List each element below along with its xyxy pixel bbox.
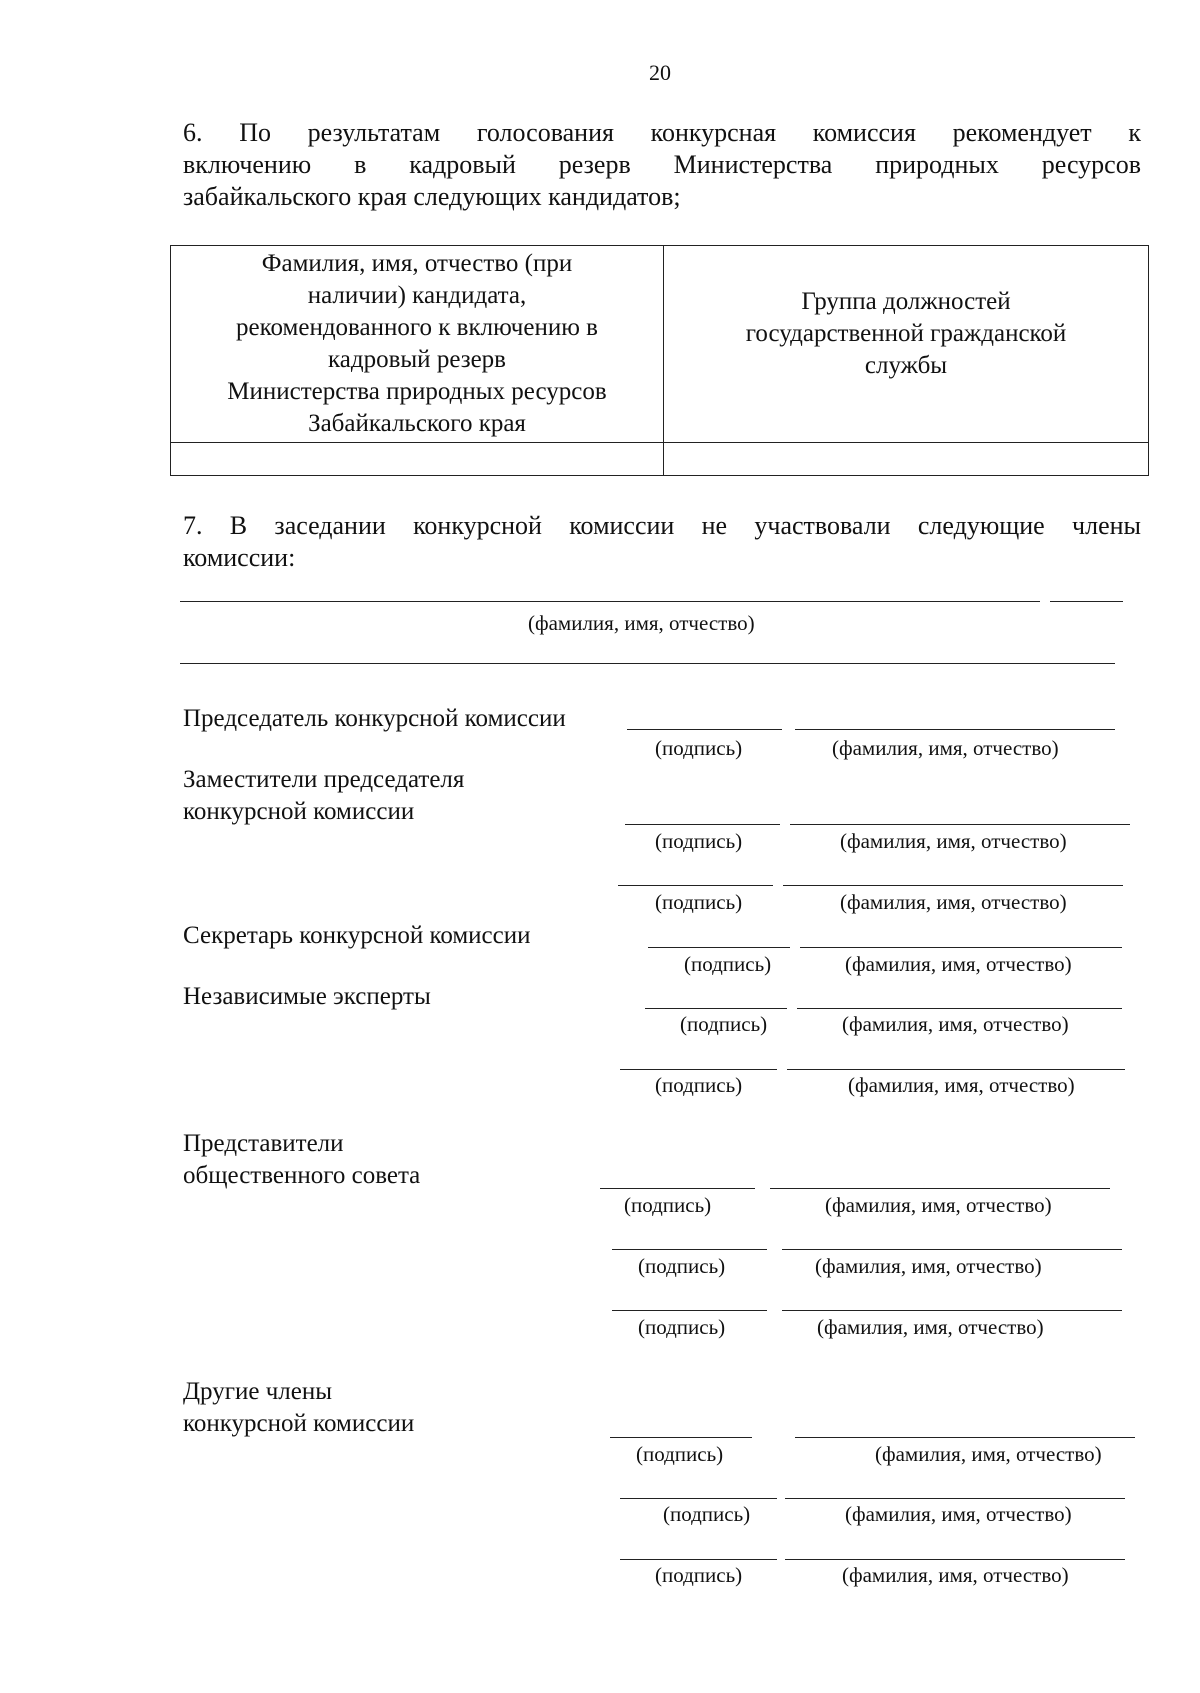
signature-line[interactable] <box>645 1008 787 1009</box>
signature-line[interactable] <box>618 885 773 886</box>
role-others-line-2: конкурсной комиссии <box>183 1410 415 1437</box>
signature-line[interactable] <box>620 1498 777 1499</box>
name-line[interactable] <box>785 1559 1125 1560</box>
signature-caption: (подпись) <box>655 1563 743 1587</box>
name-line[interactable] <box>795 729 1115 730</box>
section7-line-2: комиссии: <box>183 543 296 572</box>
table-header-row <box>171 246 1149 443</box>
role-experts: Независимые эксперты <box>183 983 431 1010</box>
signature-line[interactable] <box>620 1069 777 1070</box>
signature-caption: (подпись) <box>655 890 743 914</box>
name-line[interactable] <box>787 1069 1125 1070</box>
signature-caption: (подпись) <box>655 736 743 760</box>
name-caption: (фамилия, имя, отчество) <box>842 1563 1069 1587</box>
signature-caption: (подпись) <box>663 1502 751 1526</box>
signature-line[interactable] <box>610 1437 752 1438</box>
signature-caption: (подпись) <box>636 1442 724 1466</box>
name-caption: (фамилия, имя, отчество) <box>840 890 1067 914</box>
signature-line[interactable] <box>600 1188 755 1189</box>
absent-member-line[interactable] <box>1050 601 1123 602</box>
signature-caption: (подпись) <box>638 1254 726 1278</box>
section7-line-1: 7. В заседании конкурсной комиссии не участвовали следующие члены <box>183 511 1141 540</box>
signature-line[interactable] <box>620 1559 777 1560</box>
absent-member-line[interactable] <box>180 601 1040 602</box>
absent-member-caption: (фамилия, имя, отчество) <box>528 611 755 635</box>
name-line[interactable] <box>795 1437 1135 1438</box>
name-line[interactable] <box>785 1498 1125 1499</box>
signature-line[interactable] <box>612 1249 767 1250</box>
name-line[interactable] <box>790 824 1130 825</box>
name-caption: (фамилия, имя, отчество) <box>848 1073 1075 1097</box>
name-line[interactable] <box>797 1008 1122 1009</box>
signature-caption: (подпись) <box>638 1315 726 1339</box>
table-header-position-group: Группа должностей государственной гражданской службы <box>664 246 1149 443</box>
name-caption: (фамилия, имя, отчество) <box>845 952 1072 976</box>
section6-line-1: 6. По результатам голосования конкурсная комиссия рекомендует к <box>183 118 1141 147</box>
signature-line[interactable] <box>625 824 780 825</box>
role-deputy-line-2: конкурсной комиссии <box>183 798 415 825</box>
role-deputy-line-1: Заместители председателя <box>183 766 465 793</box>
name-caption: (фамилия, имя, отчество) <box>840 829 1067 853</box>
page-number: 20 <box>649 60 671 85</box>
table-cell-empty[interactable] <box>171 443 664 476</box>
name-caption: (фамилия, имя, отчество) <box>845 1502 1072 1526</box>
name-line[interactable] <box>783 885 1123 886</box>
absent-member-line[interactable] <box>180 663 1115 664</box>
signature-line[interactable] <box>648 947 790 948</box>
name-line[interactable] <box>770 1188 1110 1189</box>
candidates-table <box>170 245 1149 476</box>
name-caption: (фамилия, имя, отчество) <box>842 1012 1069 1036</box>
signature-caption: (подпись) <box>680 1012 768 1036</box>
name-caption: (фамилия, имя, отчество) <box>875 1442 1102 1466</box>
signature-caption: (подпись) <box>655 829 743 853</box>
table-row <box>171 443 1149 476</box>
name-caption: (фамилия, имя, отчество) <box>817 1315 1044 1339</box>
role-public-council-line-1: Представители <box>183 1130 344 1157</box>
signature-caption: (подпись) <box>624 1193 712 1217</box>
section6-line-3: забайкальского края следующих кандидатов; <box>183 182 681 211</box>
name-caption: (фамилия, имя, отчество) <box>825 1193 1052 1217</box>
section6-line-2: включению в кадровый резерв Министерства природных ресурсов <box>183 150 1141 179</box>
signature-caption: (подпись) <box>684 952 772 976</box>
signature-caption: (подпись) <box>655 1073 743 1097</box>
name-caption: (фамилия, имя, отчество) <box>815 1254 1042 1278</box>
role-others-line-1: Другие члены <box>183 1378 333 1405</box>
name-line[interactable] <box>800 947 1122 948</box>
name-line[interactable] <box>782 1249 1122 1250</box>
signature-line[interactable] <box>627 729 782 730</box>
signature-line[interactable] <box>612 1310 767 1311</box>
role-public-council-line-2: общественного совета <box>183 1162 421 1189</box>
table-cell-empty[interactable] <box>664 443 1149 476</box>
role-chair: Председатель конкурсной комиссии <box>183 705 566 732</box>
role-secretary: Секретарь конкурсной комиссии <box>183 922 531 949</box>
name-caption: (фамилия, имя, отчество) <box>832 736 1059 760</box>
name-line[interactable] <box>782 1310 1122 1311</box>
table-header-name: Фамилия, имя, отчество (при наличии) кандидата, рекомендованного к включению в кадровый резерв Министерства природных ресурсов Забайкальского края <box>171 246 664 443</box>
